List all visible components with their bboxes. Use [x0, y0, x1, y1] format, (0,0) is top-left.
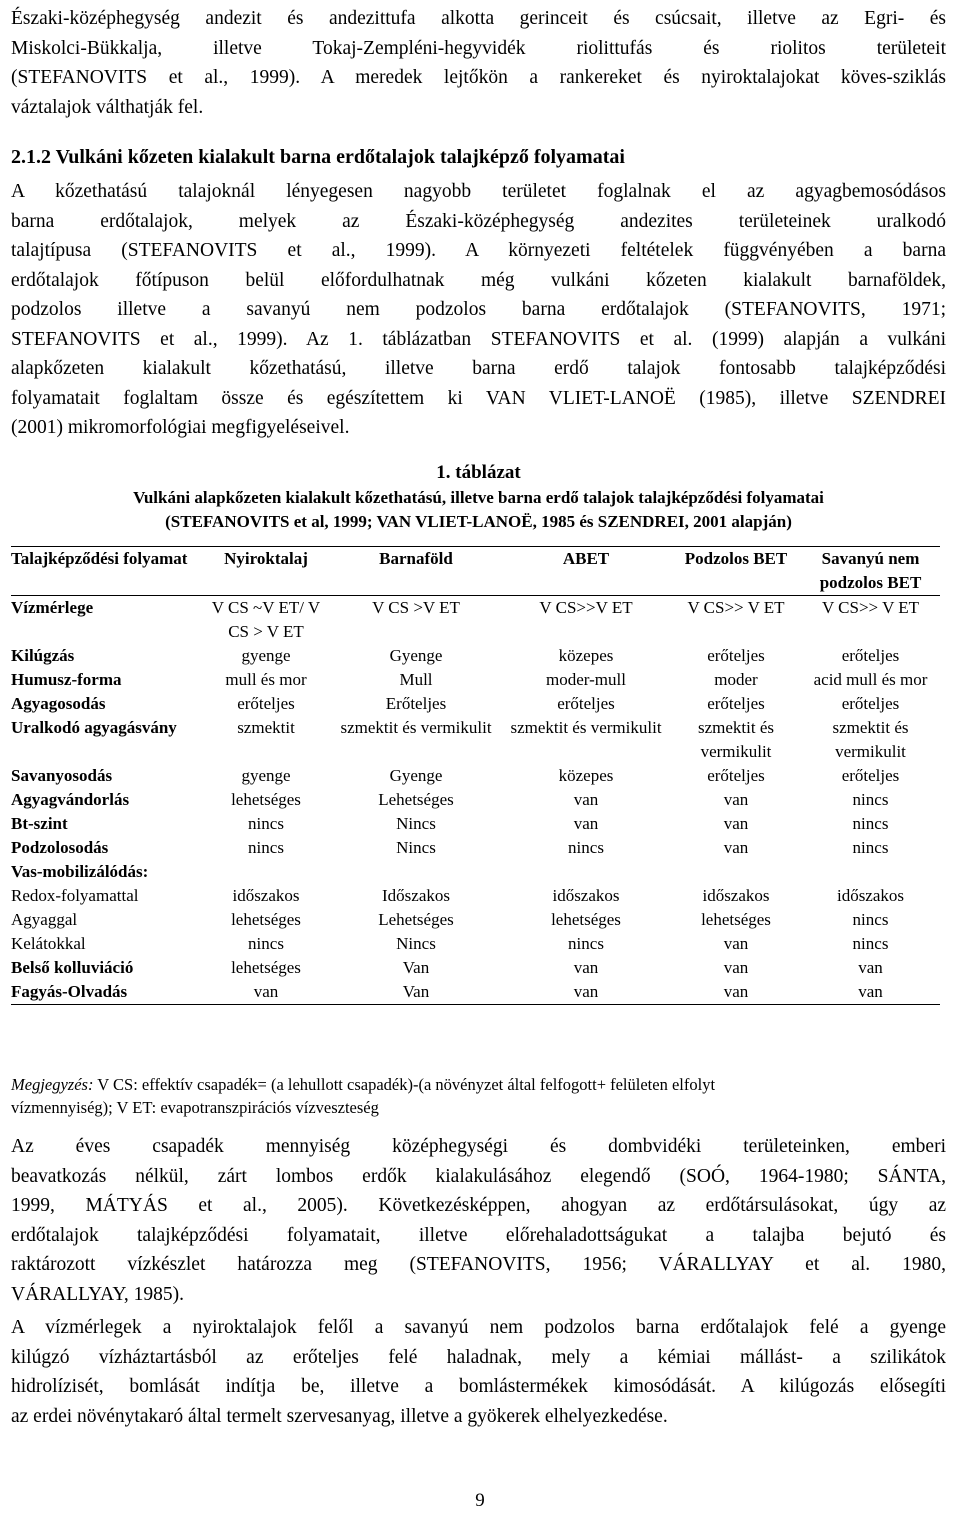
- row-label: Agyagosodás: [11, 694, 106, 713]
- text-line: (2001) mikromorfológiai megfigyeléseivel.: [11, 417, 350, 438]
- table-cell: nincs: [568, 838, 604, 857]
- table-cell: közepes: [558, 766, 614, 785]
- text-line: erdőtalajok főtípuson belül előfordulhatnak még vulkáni kőzeten kialakult barnaföldek,: [11, 269, 946, 291]
- intro-paragraph: [11, 4, 946, 122]
- text-line: Miskolci-Bükkalja, illetve Tokaj-Zempléni-hegyvidék riolittufás és riolitos területeit: [11, 37, 946, 59]
- table-cell: gyenge: [241, 766, 291, 785]
- table-cell: Nincs: [396, 838, 436, 857]
- table-cell: V CS>> V ET: [671, 596, 801, 645]
- table-row: [11, 596, 940, 645]
- text-line: erdőtalajok talajképződési folyamatait, illetve előrehaladottságukat a talajba bejutó és: [11, 1224, 946, 1246]
- table-cell: nincs: [852, 934, 889, 953]
- table-cell: nincs: [248, 838, 284, 857]
- table-cell: van: [201, 980, 331, 1005]
- table-cell: erőteljes: [707, 694, 765, 713]
- table-cell: van: [858, 958, 883, 977]
- table-row: [11, 860, 940, 884]
- row-label: Agyaggal: [11, 910, 78, 929]
- text-line: (STEFANOVITS et al., 1999). A meredek lejtőkön a rankereket és nyiroktalajokat köves-sziklás: [11, 67, 946, 88]
- table-body-tail: [11, 956, 940, 1005]
- table-cell: Gyenge: [389, 646, 443, 665]
- table-row: [11, 932, 940, 956]
- table-cell: Lehetséges: [378, 910, 454, 929]
- table-cell: erőteljes: [557, 694, 615, 713]
- row-label: Redox-folyamattal: [11, 886, 139, 905]
- row-label: Vízmérlege: [11, 596, 201, 645]
- text-line: 1999, MÁTYÁS et al., 2005). Következésképpen, ahogyan az erdőtársulásokat, úgy az: [11, 1195, 946, 1216]
- table-cell: szmektit: [237, 718, 295, 737]
- row-label: Bt-szint: [11, 814, 68, 833]
- table-cell: szmektit és vermikulit: [510, 718, 662, 737]
- table-cell: időszakos: [702, 886, 770, 905]
- text-line: váztalajok válthatják fel.: [11, 96, 204, 118]
- text-line: podzolos illetve a savanyú nem podzolos barna erdőtalajok (STEFANOVITS, 1971;: [11, 299, 946, 320]
- table-cell: nincs: [852, 910, 889, 929]
- table-cell: nincs: [852, 814, 889, 833]
- table-cell: V CS ~V ET/ V CS > V ET: [201, 596, 331, 645]
- text-line: beavatkozás nélkül, zárt lombos erdők kialakulásához elegendő (SOÓ, 1964-1980; SÁNTA,: [11, 1165, 946, 1187]
- page-number: 9: [475, 1490, 485, 1511]
- table-cell: időszakos: [552, 886, 620, 905]
- table-cell: nincs: [248, 814, 284, 833]
- table-row: [11, 692, 940, 716]
- soil-process-table: [11, 546, 940, 1005]
- table-cell: moder-mull: [546, 670, 626, 689]
- table-row: [11, 788, 940, 812]
- table-cell: moder: [714, 670, 758, 689]
- row-label: Humusz-forma: [11, 670, 122, 689]
- table-header-cell: Podzolos BET: [671, 547, 801, 596]
- table-cell: V CS>>V ET: [501, 596, 671, 645]
- table-row: [11, 980, 940, 1005]
- table-row: [11, 668, 940, 692]
- table-header-cell: Talajképződési folyamat: [11, 547, 201, 596]
- text-line: Az éves csapadék mennyiség középhegységi és dombvidéki területeinken, emberi: [11, 1136, 946, 1157]
- table-source: (STEFANOVITS et al, 1999; VAN VLIET-LANOË, 1985 és SZENDREI, 2001 alapján): [165, 512, 792, 531]
- table-cell: időszakos: [232, 886, 300, 905]
- row-label: Vas-mobilizálódás:: [11, 862, 149, 881]
- table-cell: Erőteljes: [385, 694, 447, 713]
- table-title: Vulkáni alapkőzeten kialakult kőzethatású, illetve barna erdő talajok talajképződési folyamatai: [133, 488, 824, 507]
- table-cell: mull és mor: [225, 670, 307, 689]
- text-line: hidrolízisét, bomlását indítja be, illetve a bomlástermékek kimosódását. A kilúgozás elősegíti: [11, 1376, 946, 1397]
- paragraph-1: [11, 177, 946, 443]
- table-note: [11, 1073, 946, 1119]
- table-number: 1. táblázat: [436, 462, 521, 483]
- table-row: [11, 812, 940, 836]
- table-row: [11, 884, 940, 908]
- table-cell: Van: [331, 980, 501, 1005]
- table-cell: V CS >V ET: [331, 596, 501, 645]
- row-label: Agyagvándorlás: [11, 790, 130, 809]
- table-cell: van: [723, 934, 749, 953]
- table-cell: lehetséges: [701, 910, 771, 929]
- table-header-cell: Savanyú nem podzolos BET: [801, 547, 940, 596]
- table-row: [11, 836, 940, 860]
- table-header-cell: ABET: [501, 547, 671, 596]
- table-cell: nincs: [852, 838, 889, 857]
- note-line: vízmennyiség); V ET: evapotranszpirációs vízveszteség: [11, 1098, 379, 1117]
- table-row: [11, 908, 940, 932]
- table-cell: erőteljes: [841, 646, 900, 665]
- table-row: [11, 764, 940, 788]
- table-row: [11, 716, 940, 764]
- text-line: A kőzethatású talajoknál lényegesen nagyobb területet foglalnak el az agyagbemosódásos: [11, 181, 946, 202]
- note-line: V CS: effektív csapadék= (a lehullott csapadék)-(a növényzet által felfogott+ felületen elfolyt: [97, 1075, 716, 1094]
- table-cell: van: [573, 958, 599, 977]
- table-cell: van: [671, 980, 801, 1005]
- table-cell: erőteljes: [237, 694, 295, 713]
- table-cell: szmektit és vermikulit: [832, 718, 909, 761]
- table-cell: erőteljes: [707, 766, 765, 785]
- table-cell: gyenge: [241, 646, 291, 665]
- table-cell: közepes: [558, 646, 614, 665]
- table-caption: [11, 460, 946, 534]
- table-cell: van: [801, 980, 940, 1005]
- table-cell: nincs: [568, 934, 604, 953]
- table-cell: van: [573, 814, 599, 833]
- text-line: STEFANOVITS et al., 1999). Az 1. táblázatban STEFANOVITS et al. (1999) alapján a vulkáni: [11, 328, 946, 350]
- table-cell: acid mull és mor: [813, 670, 928, 689]
- table-header-cell: Nyiroktalaj: [201, 547, 331, 596]
- row-label: Kelátokkal: [11, 934, 86, 953]
- table-row: [11, 956, 940, 980]
- table-cell: Időszakos: [382, 886, 450, 905]
- table-cell: szmektit és vermikulit: [340, 718, 492, 737]
- table-cell: Nincs: [396, 814, 436, 833]
- table-cell: lehetséges: [231, 958, 301, 977]
- table-cell: lehetséges: [231, 910, 301, 929]
- table-cell: lehetséges: [551, 910, 621, 929]
- section-heading: 2.1.2 Vulkáni kőzeten kialakult barna erdőtalajok talajképző folyamatai: [11, 146, 625, 168]
- note-label: Megjegyzés:: [11, 1075, 94, 1094]
- row-label: Podzolosodás: [11, 838, 109, 857]
- text-line: raktározott vízkészlet határozza meg (STEFANOVITS, 1956; VÁRALLYAY et al. 1980,: [11, 1254, 946, 1275]
- table-header-row: [11, 547, 940, 596]
- table-body-vas: [11, 884, 940, 956]
- table-cell: erőteljes: [841, 766, 900, 785]
- table-cell: erőteljes: [841, 694, 900, 713]
- table-cell: van: [723, 814, 749, 833]
- table-cell: Lehetséges: [378, 790, 454, 809]
- paragraph-2: [11, 1132, 946, 1309]
- row-label: Savanyosodás: [11, 766, 113, 785]
- table-cell: nincs: [248, 934, 284, 953]
- table-cell: Nincs: [396, 934, 436, 953]
- row-label: Fagyás-Olvadás: [11, 980, 201, 1005]
- table-row: [11, 644, 940, 668]
- text-line: alapkőzeten kialakult kőzethatású, illetve barna erdő talajok fontosabb talajképződési: [11, 358, 946, 379]
- text-line: VÁRALLYAY, 1985).: [11, 1283, 185, 1305]
- table-cell: van: [723, 790, 749, 809]
- table-cell: van: [723, 958, 749, 977]
- row-label: Uralkodó agyagásvány: [11, 718, 177, 737]
- text-line: barna erdőtalajok, melyek az Északi-középhegység andezites területeinek uralkodó: [11, 210, 946, 232]
- row-label: Kilúgzás: [11, 646, 75, 665]
- table-cell: erőteljes: [707, 646, 765, 665]
- table-cell: Mull: [399, 670, 433, 689]
- table-cell: szmektit és vermikulit: [697, 718, 774, 761]
- table-header-cell: Barnaföld: [331, 547, 501, 596]
- text-line: folyamatait foglaltam össze és egészítettem ki VAN VLIET-LANOË (1985), illetve SZENDREI: [11, 387, 946, 409]
- row-label: Belső kolluviáció: [11, 958, 134, 977]
- table-cell: lehetséges: [231, 790, 301, 809]
- table-cell: Van: [402, 958, 430, 977]
- text-line: Északi-középhegység andezit és andezittufa alkotta gerinceit és csúcsait, illetve az Egri- és: [11, 8, 946, 29]
- table-cell: időszakos: [836, 886, 905, 905]
- table-cell: van: [723, 838, 749, 857]
- text-line: kilúgzó vízháztartásból az erőteljes felé haladnak, mely a kémiai mállást- a szilikátok: [11, 1346, 946, 1368]
- table-body: [11, 644, 940, 860]
- text-line: talajtípusa (STEFANOVITS et al., 1999). A környezeti feltételek függvényében a barna: [11, 240, 946, 261]
- table-cell: V CS>> V ET: [801, 596, 940, 645]
- paragraph-3: [11, 1313, 946, 1431]
- table-cell: nincs: [852, 790, 889, 809]
- table-cell: van: [573, 790, 599, 809]
- table-cell: Gyenge: [389, 766, 443, 785]
- table-cell: van: [501, 980, 671, 1005]
- text-line: az erdei növénytakaró által termelt szervesanyag, illetve a gyökerek elhelyezkedése.: [11, 1405, 668, 1427]
- text-line: A vízmérlegek a nyiroktalajok felől a savanyú nem podzolos barna erdőtalajok felé a gyenge: [11, 1317, 946, 1338]
